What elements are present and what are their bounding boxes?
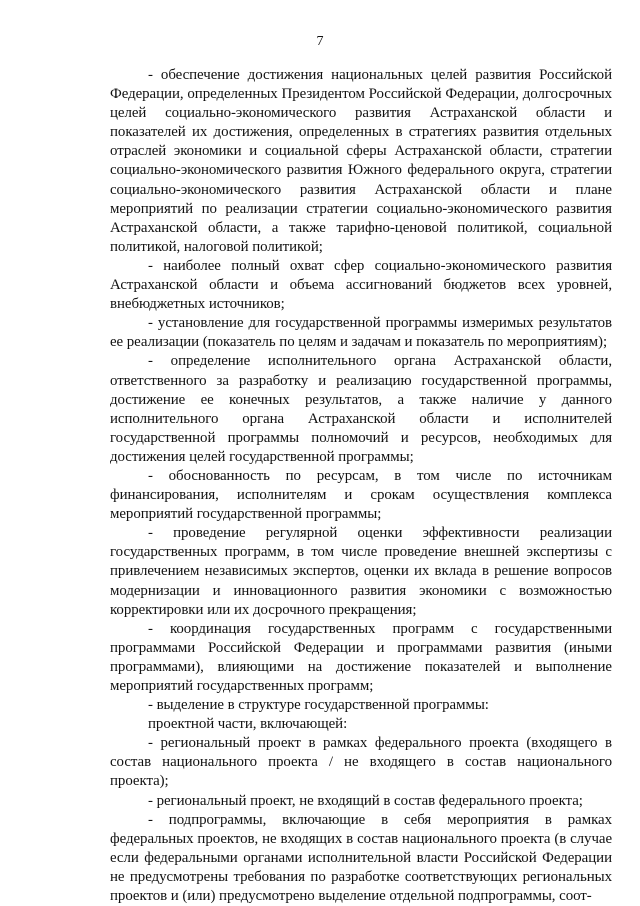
paragraph-coverage: - наиболее полный охват сфер социально-экономического развития Астраханской области и объема ассигнований бюджетов всех уровней, внебюджетных источников; [110, 257, 612, 313]
paragraph-project-part: проектной части, включающей: [148, 716, 348, 733]
paragraph-coordination: - координация государственных программ с государственными программами Российской Федерации и программами развития (иными программами), влияющими на достижение показателей и выполнение мероприятий государственных программ; [110, 620, 612, 694]
paragraph-efficiency-assessment: - проведение регулярной оценки эффективности реализации государственных программ, в том числе проведение внешней экспертизы с привлечением независимых экспертов, оценки их вклада в решение вопросов модернизации и инновационного развития экономики с возможностью корректировки или их досрочного прекращения; [110, 525, 612, 618]
document-body [110, 66, 612, 906]
paragraph-executive-body: - определение исполнительного органа Астраханской области, ответственного за разработку и реализацию государственной программы, достижение ее конечных результатов, а также наличие у данного исполнительного органа Астраханской области и исполнителей государственной программы полномочий и ресурсов, необходимых для достижения целей государственной программы; [110, 353, 612, 465]
paragraph-regional-project-federal: - региональный проект в рамках федерального проекта (входящего в состав национального проекта / не входящего в состав национального проекта); [110, 735, 612, 790]
paragraph-structure: - выделение в структуре государственной программы: [148, 697, 489, 714]
paragraph-resources: - обоснованность по ресурсам, в том числе по источникам финансирования, исполнителям и срокам осуществления комплекса мероприятий государственной программы; [110, 467, 612, 523]
paragraph-measurable-results: - установление для государственной программы измеримых результатов ее реализации (показатель по целям и задачам и показатель по мероприятиям); [110, 315, 612, 351]
paragraph-regional-project-nonfederal: - региональный проект, не входящий в состав федерального проекта; [148, 792, 583, 809]
page-number: 7 [316, 34, 324, 49]
paragraph-subprograms: - подпрограммы, включающие в себя мероприятия в рамках федеральных проектов, не входящих в состав национального проекта (в случае если федеральными органами исполнительной власти Российской Федерации не предусмотрены требования по разработке соответствующих региональных проектов и (или) предусмотрено выделение отдельной подпрограммы, соот- [110, 811, 612, 905]
paragraph-national-goals: - обеспечение достижения национальных целей развития Российской Федерации, определенных Президентом Российской Федерации, долгосрочных целей социально-экономического развития Астраханской области и показателей их достижения, определенных в стратегиях развития отдельных отраслей экономики и социальной сферы Астраханской области, стратегии социально-экономического развития Южного федерального округа, стратегии социально-экономического развития Астраханской области и плане мероприятий по реализации стратегии социально-экономического развития Астраханской области, а также тарифно-ценовой политикой, социальной политикой, налоговой политикой; [110, 67, 612, 255]
